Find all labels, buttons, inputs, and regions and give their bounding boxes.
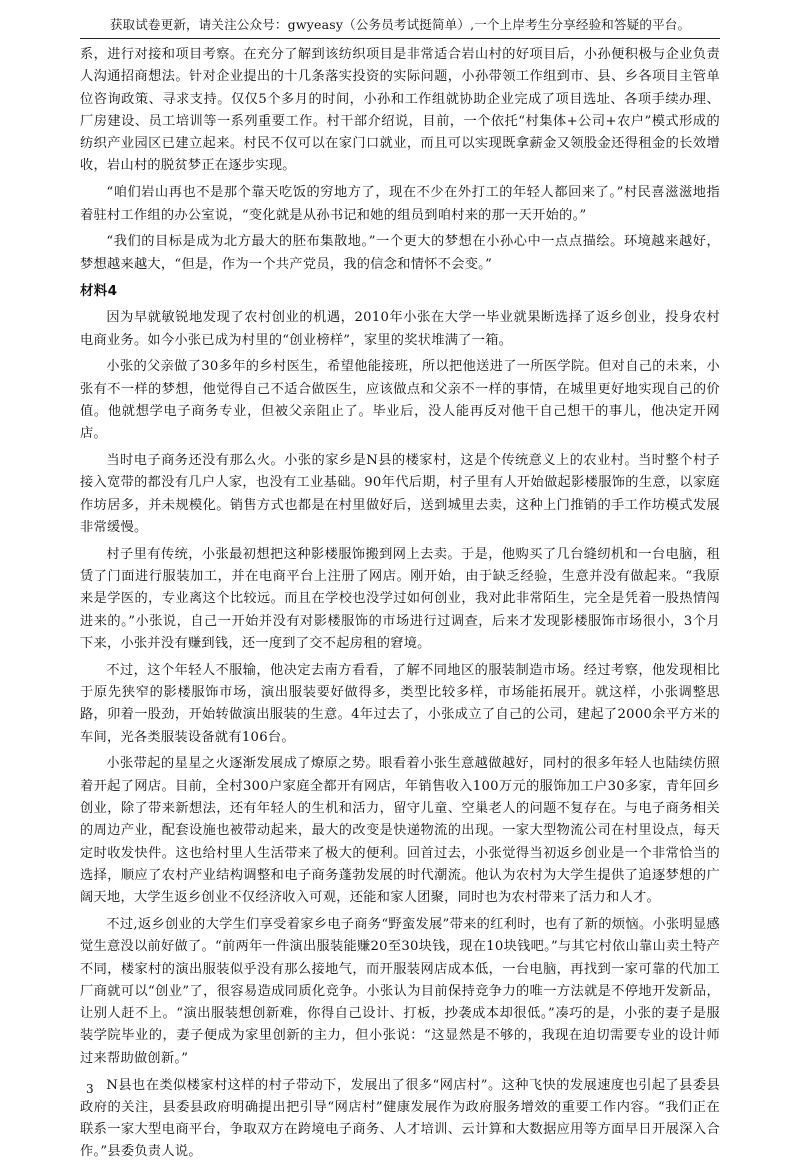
paragraph: “咱们岩山再也不是那个靠天吃饭的穷地方了，现在不少在外打工的年轻人都回来了。”村民喜滋滋地指着驻村工作组的办公室说，“变化就是从孙书记和她的组员到咱村来的那一天开始的。” <box>80 185 720 223</box>
paragraph: 小张的父亲做了30多年的乡村医生，希望他能接班，所以把他送进了一所医学院。但对自己的未来，小张有不一样的梦想，他觉得自己不适合做医生，应该做点和父亲不一样的事情，在城里更好地实现自己的价值。他就想学电子商务专业，但被父亲阻止了。毕业后，没人能再反对他干自己想干的事儿，他决定开网店。 <box>80 359 720 442</box>
paragraph: 村子里有传统，小张最初想把这种影楼服饰搬到网上去卖。于是，他购买了几台缝纫机和一台电脑，租赁了门面进行服装加工，并在电商平台上注册了网店。刚开始，由于缺乏经验，生意并没有做起来。“我原来是学医的，专业离这个比较远。而且在学校也没学过如何创业，我对此非常陌生，完全是凭着一股热情闯进来的。”小张说，自己一开始并没有对影楼服饰的市场进行过调查，后来才发现影楼服饰市场很小，3个月下来，小张并没有赚到钱，还一度到了交不起房租的窘境。 <box>80 546 720 651</box>
header-divider <box>80 38 720 39</box>
page-header-notice: 获取试卷更新，请关注公众号：gwyeasy（公务员考试挺简单）,一个上岸考生分享经验和答疑的平台。 <box>109 17 691 32</box>
paragraph: 系，进行对接和项目考察。在充分了解到该纺织项目是非常适合岩山村的好项目后，小孙便积极与企业负责人沟通招商想法。针对企业提出的十几条落实投资的实际问题，小孙带领工作组到市、县、乡各项目主管单位咨询政策、寻求支持。仅仅5个多月的时间，小孙和工作组就协助企业完成了项目选址、各项手续办理、厂房建设、员工培训等一系列重要工作。村干部介绍说，目前，一个依托“村集体+公司+农户”模式形成的纺织产业园区已建立起来。村民不仅可以在家门口就业，而且可以实现既拿薪金又领股金还得租金的长效增收，岩山村的脱贫梦正在逐步实现。 <box>80 47 720 174</box>
page-number: 3 <box>86 1082 94 1096</box>
paragraph: 当时电子商务还没有那么火。小张的家乡是N县的楼家村，这是个传统意义上的农业村。当时整个村子接入宽带的都没有几户人家，也没有工业基础。90年代后期，村子里有人开始做起影楼服饰的生意，以家庭作坊居多，并未规模化。销售方式也都是在村里做好后，送到城里去卖，这种上门推销的手工作坊模式发展非常缓慢。 <box>80 453 720 535</box>
document-body <box>80 44 720 1168</box>
paragraph: 不过,返乡创业的大学生们享受着家乡电子商务“野蛮发展”带来的红利时，也有了新的烦恼。小张明显感觉生意没以前好做了。“前两年一件演出服装能赚20至30块钱，现在10块钱吧。”与其它村依山靠山卖土特产不同，楼家村的演出服装似乎没有那么接地气，而开服装网店成本低，一台电脑，再找到一家可靠的代加工厂商就可以“创业”了，很容易造成同质化竞争。小张认为目前保持竞争力的唯一方法就是不停地开发新品，让别人赶不上。“演出服装想创新难，你得自己设计、打板，抄袭成本却很低。”凑巧的是，小张的妻子是服装学院毕业的，妻子便成为家里创新的主力，但小张说：“这显然是不够的，我现在迫切需要专业的设计师过来帮助做创新。” <box>80 916 720 1066</box>
paragraph: N县也在类似楼家村这样的村子带动下，发展出了很多“网店村”。这种飞快的发展速度也引起了县委县政府的关注，县委县政府明确提出把引导“网店村”健康发展作为政府服务增效的重要工作内容。“我们正在联系一家大型电商平台，争取双方在跨境电子商务、人才培训、云计算和大数据应用等方面早日开展深入合作。”县委负责人说。 <box>80 1077 720 1160</box>
paragraph: 因为早就敏锐地发现了农村创业的机遇，2010年小张在大学一毕业就果断选择了返乡创业，投身农村电商业务。如今小张已成为村里的“创业榜样”，家里的奖状堆满了一箱。 <box>80 310 720 348</box>
paragraph: 不过，这个年轻人不服输，他决定去南方看看，了解不同地区的服装制造市场。经过考察，他发现相比于原先狭窄的影楼服饰市场，演出服装要好做得多，类型比较多样，市场能拓展开。就这样，小张调整思路，卯着一股劲，开始转做演出服装的生意。4年过去了，小张成立了自己的公司，建起了2000余平方米的车间，光各类服装设备就有106台。 <box>80 662 720 745</box>
paragraph: “我们的目标是成为北方最大的胚布集散地。”一个更大的梦想在小孙心中一点点描绘。环境越来越好，梦想越来越大，“但是，作为一个共产党员，我的信念和情怀不会变。” <box>80 234 720 272</box>
paragraph: 小张带起的星星之火逐渐发展成了燎原之势。眼看着小张生意越做越好，同村的很多年轻人也陆续仿照着开起了网店。目前，全村300户家庭全都开有网店，年销售收入100万元的服饰加工户30多家，青年回乡创业，除了带来新想法，还有年轻人的生机和活力，留守儿童、空巢老人的问题不复存在。与电子商务相关的周边产业，配套设施也被带动起来，最大的改变是快递物流的出现。一家大型物流公司在村里设点，每天定时收发快件。这也给村里人生活带来了极大的便利。回首过去，小张觉得当初返乡创业是一个非常恰当的选择，顺应了农村产业结构调整和电子商务蓬勃发展的时代潮流。他认为农村为大学生提供了追逐梦想的广阔天地，大学生返乡创业不仅经济收入可观，还能和家人团聚，同时也为农村带来了活力和人才。 <box>80 756 720 906</box>
section-title: 材料4 <box>80 283 118 300</box>
